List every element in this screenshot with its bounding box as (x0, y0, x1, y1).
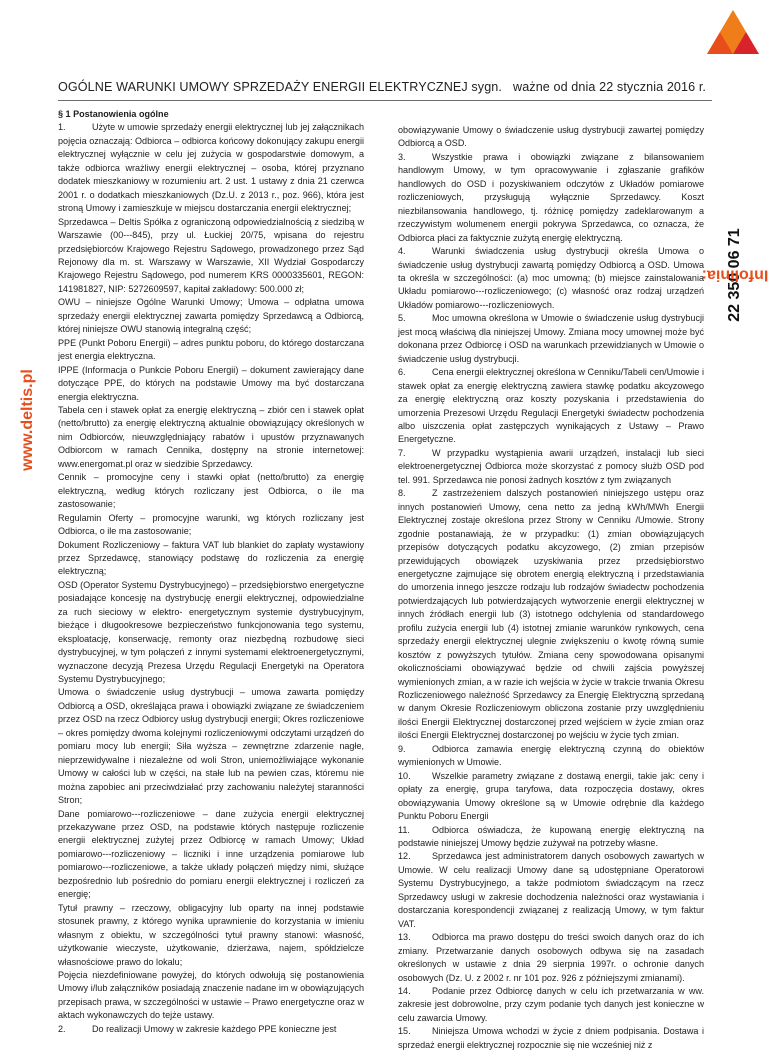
paragraph (398, 124, 704, 151)
paragraph-number: 3. (398, 151, 406, 162)
paragraph-number: 8. (398, 488, 406, 499)
paragraph-text: Odbiorca oświadcza, że kupowaną energię elektryczną na podstawie niniejszej Umowy będzie zużywał na potrzeby własne. (398, 824, 704, 849)
paragraph-text: Sprzedawca – Deltis Spółka z ograniczoną odpowiedzialnością z siedzibą w Warszawie (00---845), przy ul. Łuckiej 20/75, wpisana do rejestru przedsiębiorców Krajowego Rejestru Sądowego, prowadzonego przez Sąd Rejonowy dla m. st. Warszawy w Warszawie, XII Wydział Gospodarczy Krajowego Rejestru Sądowego, pod numerem KRS 0000335601, REGON: 141981827, NIP: 5272609597, kapitał zakładowy: 500.000 zł; (58, 216, 364, 294)
paragraph-text: Użyte w umowie sprzedaży energii elektrycznej lub jej załącznikach pojęcia oznaczają: Odbiorca – odbiorca końcowy dokonujący zakupu energii elektrycznej wyłącznie w celu jej zużycia w gospodarstwie domowym, a także odbiorca wrażliwy energii elektrycznej – osoba, której przyznano dodatek mieszkaniowy w rozumieniu art. 2 ust. 1 ustawy z dnia 21 czerwca 2001 r. o dodatkach mieszkaniowych (Dz.U. z 2013 r., poz. 966), która jest stroną Umowy i zamieszkuje w miejscu dostarczania energii elektrycznej; (58, 122, 364, 214)
paragraph-text: Umowa o świadczenie usług dystrybucji – umowa zawarta pomiędzy Odbiorcą a OSD, określająca prawa i obowiązki związane ze świadczeniem przez OSD na rzecz Odbiorcy usług dystrybucji energii; Okres rozliczeniowe – okres pomiędzy dwoma kolejnymi rozliczeniowymi odczytami urządzeń do pomiaru mocy lub energii; Siła wyższa – zewnętrzne zdarzenie nagłe, nieprzewidywalne i niezależne od woli Stron, uniemożliwiające wykonanie Umowy w całości lub w części, na stałe lub na pewien czas, któremu nie można zapobiec ani przeciwdziałać przy zachowaniu należytej staranności Stron; (58, 687, 364, 806)
paragraph-text: Regulamin Oferty – promocyjne warunki, wg których rozliczany jest Odbiorca, o ile ma zastosowanie; (58, 512, 364, 537)
paragraph-text: Warunki świadczenia usług dystrybucji określa Umowa o świadczenie usług dystrybucji zawartą pomiędzy Odbiorcą a OSD. Umowa ta określa w szczególności: (a) moc umowną; (b) miejsce zainstalowania Układu pomiarowo---rozliczeniowego; (c) własność oraz rodzaj urządzeń Układów pomiarowo---rozliczeniowych. (398, 246, 704, 310)
paragraph-number: 4. (398, 246, 406, 257)
paragraph-text: Dokument Rozliczeniowy – faktura VAT lub blankiet do zapłaty wystawiony przez Sprzedawcę, stanowiący podstawę do rozliczenia za energię elektryczną; (58, 539, 364, 577)
paragraph (58, 216, 364, 297)
paragraph-number: 6. (398, 367, 406, 378)
paragraph (58, 539, 364, 579)
paragraph (398, 743, 704, 770)
paragraph-text: Tytuł prawny – rzeczowy, obligacyjny lub oparty na innej podstawie stosunek prawny, z którego wynika uprawnienie do korzystania w imieniu własnym z obiektu, w szczególności tytuł prawny stanowi: własność, użytkowanie wieczyste, użytkowanie, dzierżawa, najem, spółdzielcze własnościowe prawo do lokalu; (58, 902, 364, 967)
paragraph-text: Odbiorca ma prawo dostępu do treści swoich danych oraz do ich zmiany. Przetwarzanie danych osobowych odbywa się na zasadach określonych w ustawie z dnia 29 sierpnia 1997r. o ochronie danych osobowych (Dz. U. z 2002 r. nr 101 poz. 926 z późniejszymi zmianami). (398, 932, 704, 983)
paragraph (58, 121, 364, 215)
paragraph-number: 15. (398, 1026, 411, 1037)
paragraph-number: 9. (398, 743, 406, 754)
paragraph (58, 808, 364, 902)
paragraph-text: OWU – niniejsze Ogólne Warunki Umowy; Umowa – odpłatna umowa sprzedaży energii elektrycznej zawarta pomiędzy Sprzedawcą a Odbiorcą, której niniejsze OWU stanowią integralną część; (58, 297, 364, 335)
paragraph (58, 404, 364, 471)
paragraph (398, 770, 704, 824)
document-validity: ważne od dnia 22 stycznia 2016 r. (513, 80, 707, 94)
paragraph-text: PPE (Punkt Poboru Energii) – adres punktu poboru, do którego dostarczana jest energia elektryczna. (58, 337, 364, 362)
paragraph (398, 931, 704, 985)
infoline-label: Infolinia: (701, 267, 768, 285)
paragraph-number: 7. (398, 447, 406, 458)
document-header (58, 80, 707, 94)
paragraph-text: Moc umowna określona w Umowie o świadczenie usług dystrybucji jest mocą właściwą dla niniejszej Umowy. Zmiana mocy umownej może być dokonana przez Odbiorcę i OSD na warunkach przewidzianych w Umowie o świadczenie usług dystrybucji. (398, 313, 704, 364)
paragraph (398, 312, 704, 366)
paragraph (58, 686, 364, 807)
paragraph (398, 824, 704, 851)
paragraph (58, 364, 364, 404)
paragraph-text: Sprzedawca jest administratorem danych osobowych zawartych w Umowie. W celu realizacji Umowy dane są udostępniane Operatorowi Systemu Dystrybucyjnego, a także podmiotom świadczącym na rzecz Sprzedawcy usługi w zakresie dochodzenia należności oraz wystawiania i dostarczania korespondencji związanej z realizacją Umowy, w tym faktur VAT. (398, 851, 704, 929)
paragraph (58, 1023, 364, 1036)
infoline-vertical (701, 140, 768, 410)
paragraph-text: IPPE (Informacja o Punkcie Poboru Energii) – dokument zawierający dane dotyczące PPE, do których na podstawie Umowy ma być dostarczana energia elektryczna. (58, 364, 364, 402)
paragraph-text: Podanie przez Odbiorcę danych w celu ich przetwarzania w ww. zakresie jest dobrowolne, przy czym podanie tych danych jest konieczne w celu zawarcia Umowy. (398, 986, 704, 1023)
paragraph (58, 296, 364, 336)
paragraph (58, 902, 364, 969)
paragraph (398, 366, 704, 447)
paragraph-text: Tabela cen i stawek opłat za energię elektryczną – zbiór cen i stawek opłat (netto/brutto) za energię elektryczną aktualnie obowiązujący określonych w nim Odbiorców, nieuwzględniający rabatów i upustów przyznawanych Odbiorcom w ramach Cennika, dostępny na stronie internetowej: www.energomat.pl oraz w siedzibie Sprzedawcy. (58, 404, 364, 469)
paragraph-number: 5. (398, 313, 406, 324)
right-paragraphs (398, 124, 704, 1052)
paragraph-text: Dane pomiarowo---rozliczeniowe – dane zużycia energii elektrycznej przekazywane przez OSD, na podstawie których następuje rozliczenie energii elektrycznej zużytej przez Odbiorcę w ramach Umowy; Układ pomiarowo---rozliczeniowy – liczniki i inne urządzenia pomiarowe lub pomiarowo---rozliczeniowe, a także układy połączeń między nimi, służące bezpośrednio lub pośrednio do pomiaru energii elektrycznej i rozliczeń za energię; (58, 808, 364, 900)
paragraph-text: W przypadku wystąpienia awarii urządzeń, instalacji lub sieci elektroenergetycznej Odbiorca może skorzystać z pomocy służb OSD pod tel. 991. Sprzedawca nie ponosi żadnych kosztów z tym związanych (398, 447, 704, 485)
header-divider (58, 100, 712, 101)
paragraph (398, 1025, 704, 1052)
paragraph-number: 11. (398, 824, 410, 835)
website-vertical[interactable] (17, 250, 39, 590)
paragraph (398, 487, 704, 743)
right-column (398, 124, 704, 1052)
paragraph (58, 579, 364, 687)
paragraph-text: Niniejsza Umowa wchodzi w życie z dniem podpisania. Dostawa i sprzedaż energii elektrycznej rozpocznie się nie wcześniej niż z (398, 1026, 704, 1050)
paragraph-text: obowiązywanie Umowy o świadczenie usług dystrybucji zawartej pomiędzy Odbiorcą a OSD. (398, 125, 704, 149)
paragraph-number: 1. (58, 122, 66, 133)
paragraph (398, 985, 704, 1025)
paragraph-number: 12. (398, 851, 411, 862)
paragraph (398, 850, 704, 931)
paragraph-number: 13. (398, 932, 411, 943)
deltis-logo-icon (704, 6, 762, 58)
paragraph-text: Wszelkie parametry związane z dostawą energii, takie jak: ceny i opłaty za energię, grupa taryfowa, data rozpoczęcia dostawy, okres obowiązywania Umowy określone są w Umowie odrębnie dla każdego Punktu Poboru Energii (398, 770, 704, 822)
section-heading: § 1 Postanowienia ogólne (58, 109, 169, 119)
paragraph-number: 14. (398, 986, 411, 996)
paragraph-text: Odbiorca zamawia energię elektryczną czynną do obiektów wymienionych w Umowie. (398, 743, 704, 768)
left-column (58, 108, 364, 1036)
paragraph-number: 10. (398, 770, 411, 781)
paragraph (58, 969, 364, 1023)
paragraph-text: Cena energii elektrycznej określona w Cenniku/Tabeli cen/Umowie i stawek opłat za energię elektryczną zawiera stawkę podatku akcyzowego za energię elektryczną oraz koszty pozyskania i przedstawienia do umorzenia Prezesowi Urzędu Regulacji Energetyki świadectw pochodzenia albo uiszczenia opłat zastępczych wynikających z Ustawy – Prawo Energetyczne. (398, 367, 704, 445)
paragraph (58, 512, 364, 539)
paragraph-text: Wszystkie prawa i obowiązki związane z bilansowaniem handlowym Umowy, w tym opracowywanie i zgłaszanie grafików handlowych do OSD i pozyskiwaniem odczytów z Układów pomiarowe rozliczeniowych, przysługują wyłącznie Sprzedawcy. Koszt niezbilansowania handlowego, tj. różnicę pomiędzy zadeklarowanym a rzeczywistym wolumenem energii pokrywa Sprzedawca, co oznacza, że Odbiorca płaci za faktycznie zużytą energię elektryczną. (398, 151, 704, 243)
infoline-number[interactable]: 22 350 06 71 (726, 228, 743, 322)
paragraph-number: 2. (58, 1023, 66, 1034)
paragraph-text: Z zastrzeżeniem dalszych postanowień niniejszego ustępu oraz innych postanowień Umowy, cena netto za jedną kWh/MWh Energii Elektrycznej zostaje określona przez Strony w Cenniku /Umowie. Strony zgodnie postanawiają, że w przypadku: (1) zmian obowiązujących przepisów dotyczących podatku akcyzowego, (2) zmian przepisów przewidujących obowiązek uzyskiwania przez przedsiębiorstwo energetyczne zajmujące się obrotem energią elektryczną i przedstawiania do umorzenia innego jeszcze rodzaju lub rodzajów świadectw pochodzenia potwierdzających lub potwierdzających wytworzenie energii elektrycznej w innych źródłach energii lub (3) istotnego odchylenia od standardowego profilu zużycia energii lub (4) istotnej zmianie warunków rynkowych, cena sprzedaży energii elektrycznej ulegnie zwiększeniu o kwotę równą sumie kosztów z powyższych tytułów. Zmiana ceny spowodowana opisanymi okolicznościami obowiązywać będzie od chwili zajścia powyższej wymienionych zmian, a w razie ich wejścia w życie w trakcie trwania Okresu Rozliczeniowego należność Sprzedawcy za Energię Elektryczną sprzedaną w danym Okresie Rozliczeniowym obliczona zostanie przy uwzględnieniu ilości Energii Elektrycznej dostarczonej przed wejściem w życie zmian oraz ilości Energii Elektrycznej dostarczonej po wejściu w życie tych zmian. (398, 488, 704, 741)
left-paragraphs (58, 121, 364, 1036)
paragraph (398, 151, 704, 245)
website-link[interactable]: www.deltis.pl (19, 369, 36, 471)
document-title: OGÓLNE WARUNKI UMOWY SPRZEDAŻY ENERGII ELEKTRYCZNEJ sygn. (58, 80, 502, 94)
paragraph-text: Cennik – promocyjne ceny i stawki opłat (netto/brutto) za energię elektryczną, według których rozliczany jest Odbiorca, o ile ma zastosowanie; (58, 472, 364, 510)
paragraph-text: OSD (Operator Systemu Dystrybucyjnego) – przedsiębiorstwo energetyczne posiadające koncesję na dystrybucję energii elektrycznej, odpowiedzialne za ruch sieciowy w elektro- energetycznym systemie dystrybucyjnym, bieżące i długookresowe bezpieczeństwo funkcjonowania tego systemu, eksploatację, konserwację, remonty oraz niezbędną rozbudowę sieci dystrybucyjnej, w tym połączeń z innymi systemami elektroenergetycznymi, wyznaczone decyzją Prezesa Urzędu Regulacji Energetyki na Operatora Systemu Dystrybucyjnego; (58, 579, 364, 685)
paragraph (58, 471, 364, 511)
paragraph (398, 245, 704, 312)
paragraph (58, 337, 364, 364)
paragraph-text: Pojęcia niezdefiniowane powyżej, do których odwołują się postanowienia Umowy i/lub załączników posiadają znaczenie nadane im w obowiązujących przepisach prawa, w szczególności w ustawie – Prawo energetyczne oraz w aktach wykonawczych do tejże ustawy. (58, 970, 364, 1021)
paragraph-text: Do realizacji Umowy w zakresie każdego PPE konieczne jest (92, 1023, 337, 1034)
paragraph (398, 447, 704, 487)
